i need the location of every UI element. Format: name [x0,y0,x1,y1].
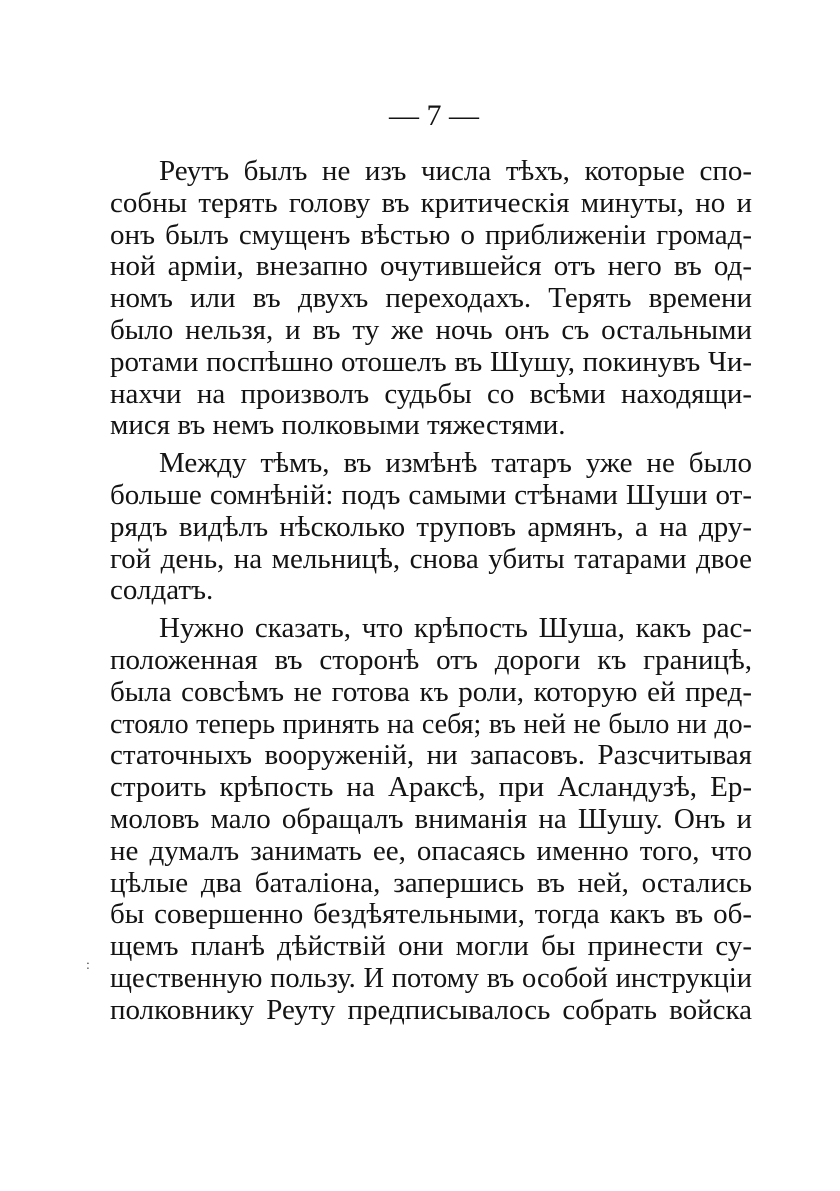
page-number: — 7 — [389,99,479,132]
text-line: номъ или въ двухъ переходахъ. Терять времени [110,282,752,315]
text-line: строить крѣпость на Араксѣ, при Асландузѣ, Ер- [110,771,752,804]
text-line: было нельзя, и въ ту же ночь онъ съ остальными [110,313,752,346]
text-line: стояло теперь принять на себя; въ ней не было ни до- [110,708,752,740]
text-line: ной арміи, внезапно очутившейся отъ него въ од- [110,250,752,283]
paragraph-3 [110,613,752,1026]
text-line: мися въ немъ полковыми тяжестями. [110,409,566,442]
text-line: статочныхъ вооруженій, ни запасовъ. Разсчитывая [110,739,752,772]
text-line: положенная въ сторонѣ отъ дороги къ границѣ, [110,643,752,676]
text-line: цѣлые два баталіона, запершись въ ней, остались [110,866,752,899]
text-line: щемъ планѣ дѣйствій они могли бы принести су- [110,930,752,963]
text-line: щественную пользу. И потому въ особой инструкціи [110,962,752,994]
text-line: моловъ мало обращалъ вниманія на Шушу. Онъ и [110,802,752,835]
text-line: онъ былъ смущенъ вѣстью о приближеніи громад- [110,218,752,251]
text-line: бы совершенно бездѣятельными, тогда какъ въ об- [110,898,752,931]
text-line: гой день, на мельницѣ, снова убиты татарами двое [110,542,752,575]
text-body [110,156,752,1027]
margin-mark: : [86,958,90,973]
text-line: Нужно сказать, что крѣпость Шуша, какъ рас- [159,612,752,645]
paragraph-2 [110,448,752,607]
text-line: рядъ видѣлъ нѣсколько труповъ армянъ, а на дру- [110,510,752,543]
text-line: Между тѣмъ, въ измѣнѣ татаръ уже не было [159,447,752,480]
text-line: не думалъ занимать ее, опасаясь именно того, что [110,834,752,867]
text-line: была совсѣмъ не готова къ роли, которую ей пред- [110,675,752,708]
text-line: Реутъ былъ не изъ числа тѣхъ, которые спо- [159,155,752,187]
text-line: собны терять голову въ критическія минуты, но и [110,186,752,219]
text-line: больше сомнѣній: подъ самыми стѣнами Шуши от- [110,478,752,511]
text-line: ротами поспѣшно отошелъ въ Шушу, покинувъ Чи- [110,345,752,378]
text-line: солдатъ. [110,574,214,607]
paragraph-1 [110,156,752,442]
text-line: нахчи на произволъ судьбы со всѣми находящи- [110,377,752,410]
text-line: полковнику Реуту предписывалось собрать войска [110,993,752,1026]
